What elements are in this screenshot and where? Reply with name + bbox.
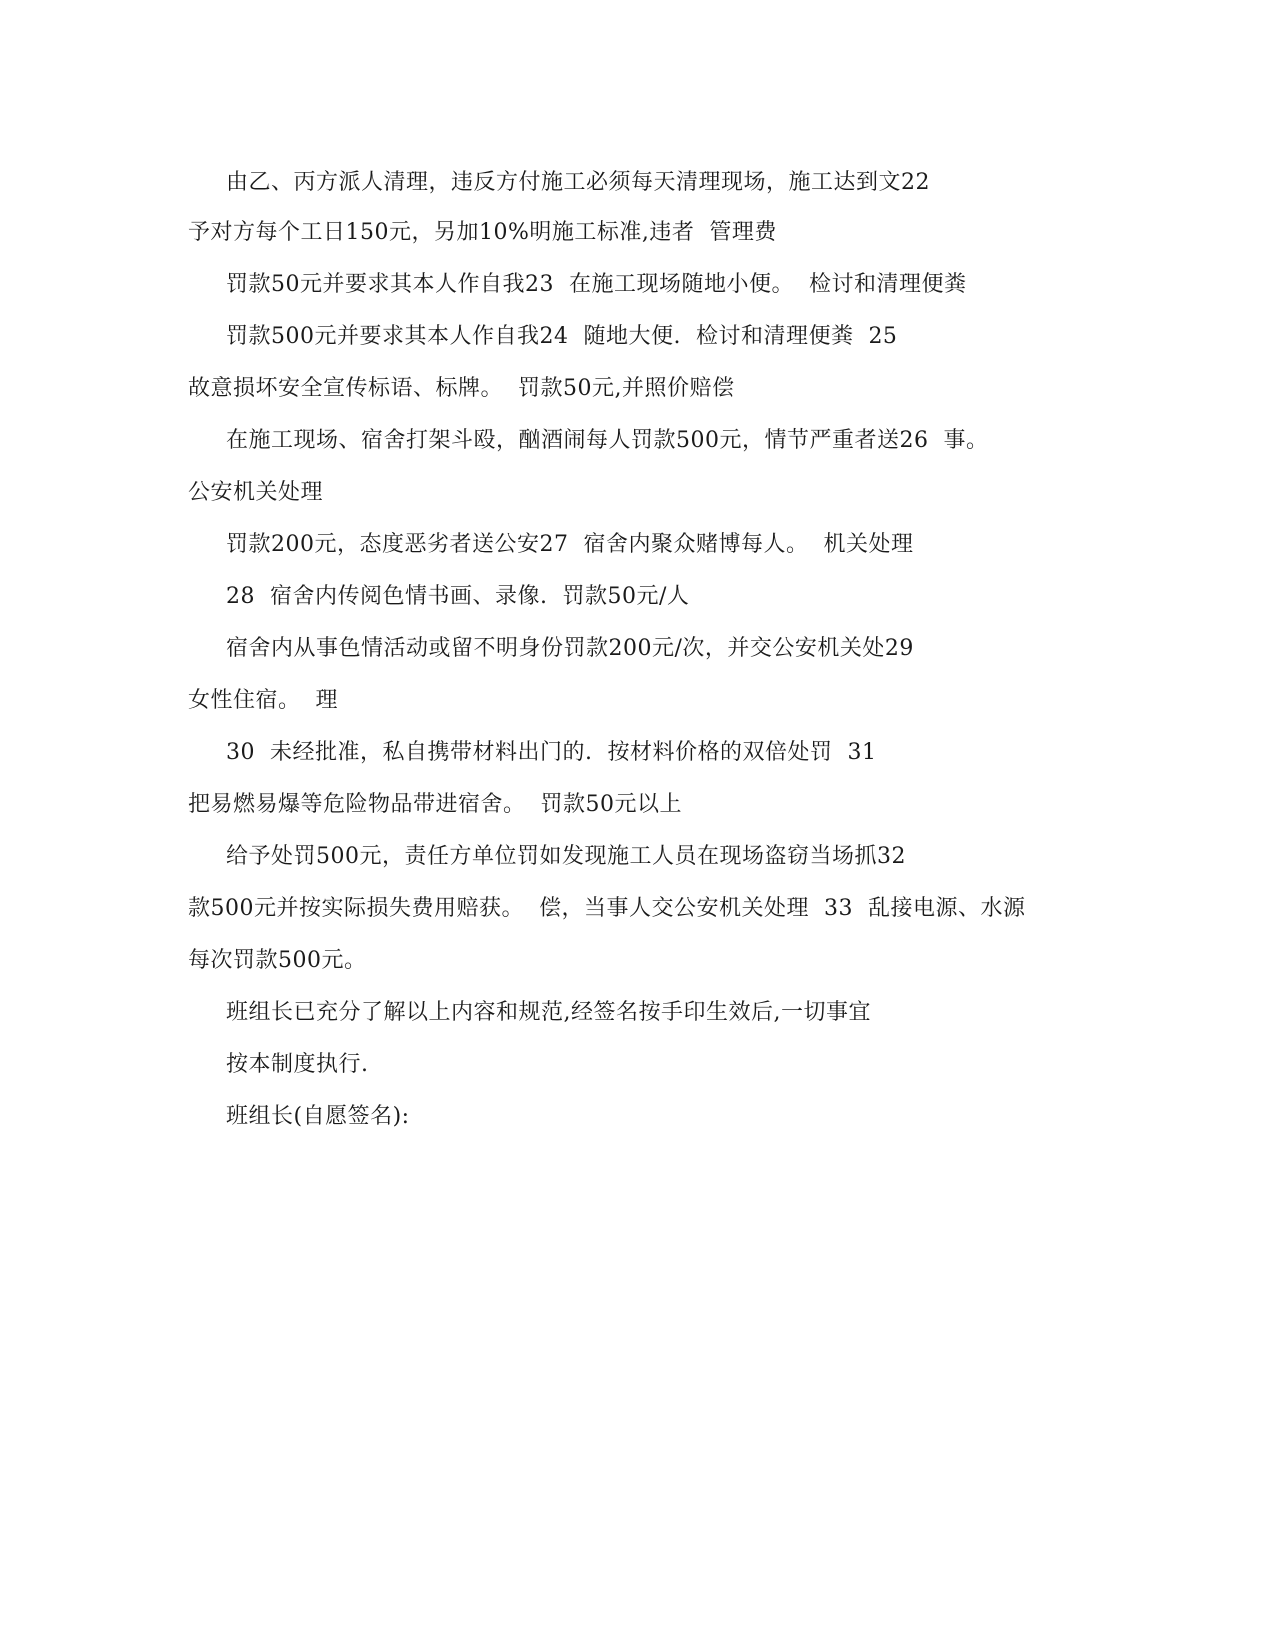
text-line: 故意损坏安全宣传标语、标牌。 罚款50元,并照价赔偿 bbox=[188, 376, 735, 401]
text-line: 给予处罚500元，责任方单位罚如发现施工人员在现场盗窃当场抓32 bbox=[226, 844, 906, 869]
signature-line: 班组长(自愿签名): bbox=[226, 1104, 410, 1129]
text-line: 按本制度执行. bbox=[226, 1052, 369, 1077]
text-line: 宿舍内从事色情活动或留不明身份罚款200元/次，并交公安机关处29 bbox=[226, 636, 914, 661]
text-line: 28 宿舍内传阅色情书画、录像. 罚款50元/人 bbox=[226, 584, 690, 609]
text-line: 款500元并按实际损失费用赔获。 偿，当事人交公安机关处理 33 乱接电源、水源 bbox=[188, 896, 1026, 921]
text-line: 班组长已充分了解以上内容和规范,经签名按手印生效后,一切事宜 bbox=[226, 1000, 871, 1025]
text-line: 公安机关处理 bbox=[188, 480, 324, 505]
text-line: 女性住宿。 理 bbox=[188, 688, 338, 713]
text-line: 把易燃易爆等危险物品带进宿舍。 罚款50元以上 bbox=[188, 792, 682, 817]
text-line: 30 未经批准，私自携带材料出门的. 按材料价格的双倍处罚 31 bbox=[226, 740, 877, 765]
text-line: 由乙、丙方派人清理，违反方付施工必须每天清理现场，施工达到文22 bbox=[226, 170, 930, 195]
text-line: 予对方每个工日150元，另加10%明施工标准,违者 管理费 bbox=[188, 220, 777, 245]
text-line: 在施工现场、宿舍打架斗殴，酗酒闹每人罚款500元，情节严重者送26 事。 bbox=[226, 428, 989, 453]
text-line: 罚款500元并要求其本人作自我24 随地大便. 检讨和清理便粪 25 bbox=[226, 324, 898, 349]
text-line: 罚款200元，态度恶劣者送公安27 宿舍内聚众赌博每人。 机关处理 bbox=[226, 532, 914, 557]
text-line: 罚款50元并要求其本人作自我23 在施工现场随地小便。 检讨和清理便粪 bbox=[226, 272, 967, 297]
text-line: 每次罚款500元。 bbox=[188, 948, 367, 973]
